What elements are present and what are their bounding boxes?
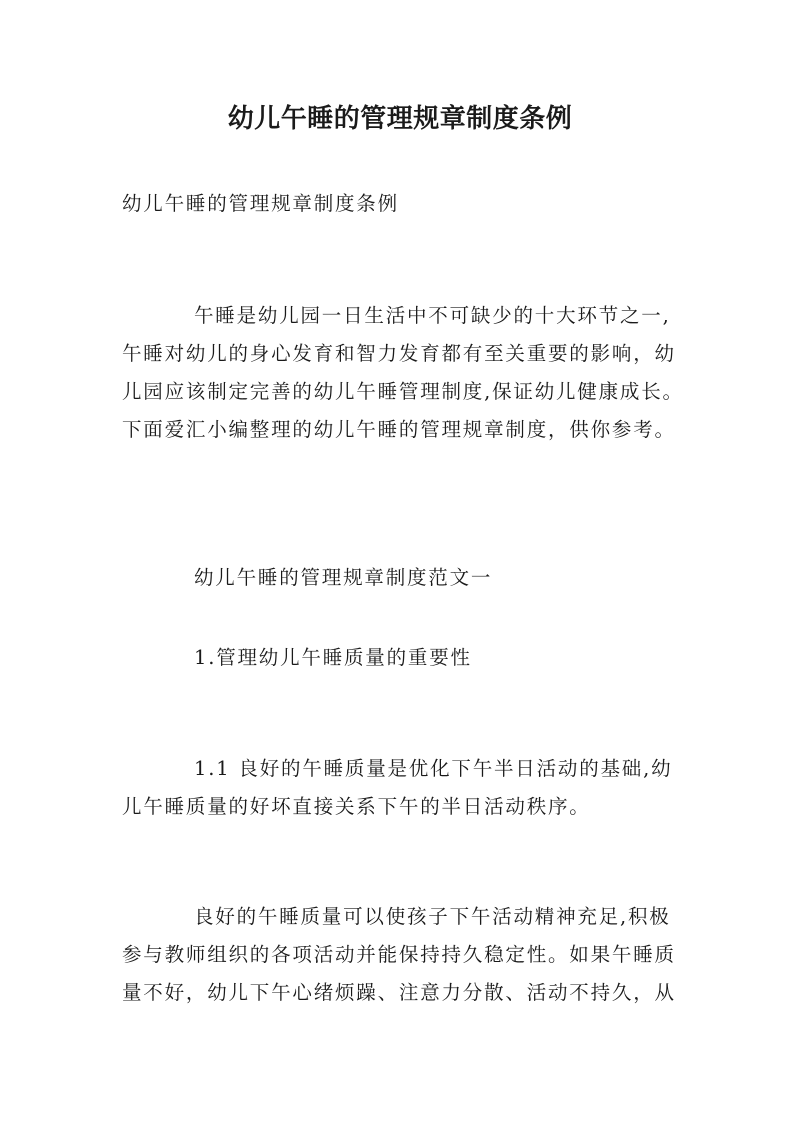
paragraph-line-3: 量不好，幼儿下午心绪烦躁、注意力分散、活动不持久，从 [122, 981, 676, 1004]
document-subtitle: 幼儿午睡的管理规章制度条例 [122, 192, 399, 215]
subitem-line-1: 1.1 良好的午睡质量是优化下午半日活动的基础,幼 [194, 757, 673, 780]
document-title: 幼儿午睡的管理规章制度条例 [227, 104, 573, 134]
intro-line-3: 儿园应该制定完善的幼儿午睡管理制度,保证幼儿健康成长。 [122, 380, 684, 403]
intro-line-1: 午睡是幼儿园一日生活中不可缺少的十大环节之一, [194, 304, 671, 327]
paragraph-line-1: 良好的午睡质量可以使孩子下午活动精神充足,积极 [194, 905, 671, 928]
intro-line-2: 午睡对幼儿的身心发育和智力发育都有至关重要的影响，幼 [122, 342, 676, 365]
paragraph-line-2: 参与教师组织的各项活动并能保持持久稳定性。如果午睡质 [122, 943, 676, 966]
section-heading: 幼儿午睡的管理规章制度范文一 [194, 566, 493, 589]
item-heading: 1.管理幼儿午睡质量的重要性 [194, 646, 472, 669]
intro-line-4: 下面爱汇小编整理的幼儿午睡的管理规章制度，供你参考。 [122, 418, 676, 441]
subitem-line-2: 儿午睡质量的好坏直接关系下午的半日活动秩序。 [122, 795, 591, 818]
